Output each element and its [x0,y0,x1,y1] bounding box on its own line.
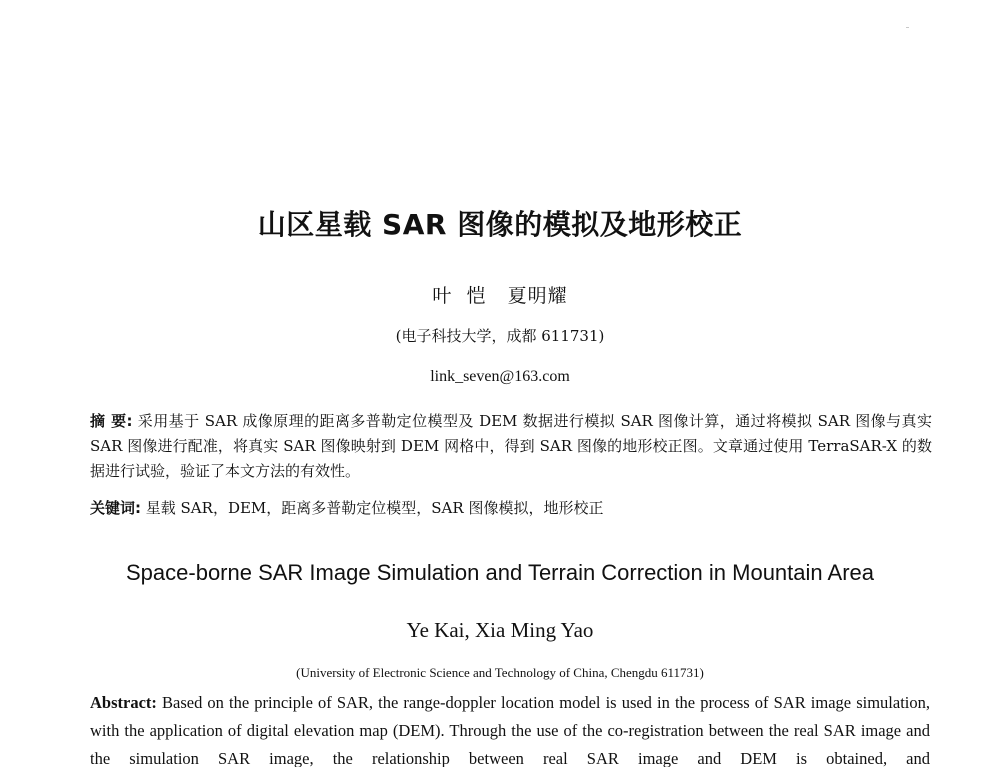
chinese-abstract-text: 采用基于 SAR 成像原理的距离多普勒定位模型及 DEM 数据进行模拟 SAR 图像计算，通过将模拟 SAR 图像与真实 SAR 图像进行配准，将真实 SAR 图像映射到 DEM 网格中，得到 SAR 图像的地形校正图。文章通过使用 TerraSAR-X 的数据进行试验，验证了本文方法的有效性。 [90,412,932,480]
chinese-keywords [90,496,932,521]
english-abstract-label: Abstract: [90,693,157,712]
chinese-keywords-label: 关键词: [90,499,141,517]
english-abstract-text: Based on the principle of SAR, the range-doppler location model is used in the process of SAR image simulation, with the application of digital elevation map (DEM). Through the use of the co-registration between the real SAR image and the simulation SAR image, the relationship between real SAR image and DEM is obtained, and [90,693,930,767]
chinese-abstract-label: 摘 要: [90,412,133,430]
author-email: link_seven@163.com [430,368,570,385]
scan-speck [906,27,909,28]
english-abstract [90,689,930,767]
english-affiliation: (University of Electronic Science and Technology of China, Chengdu 611731) [296,665,704,680]
chinese-abstract [90,409,932,484]
english-title: Space-borne SAR Image Simulation and Terrain Correction in Mountain Area [126,560,874,585]
english-authors: Ye Kai, Xia Ming Yao [406,618,594,642]
chinese-title: 山区星载 SAR 图像的模拟及地形校正 [257,208,743,241]
chinese-keywords-text: 星载 SAR，DEM，距离多普勒定位模型，SAR 图像模拟，地形校正 [141,499,604,517]
chinese-authors: 叶 恺 夏明耀 [432,285,568,307]
chinese-affiliation: (电子科技大学，成都 611731) [395,327,605,345]
